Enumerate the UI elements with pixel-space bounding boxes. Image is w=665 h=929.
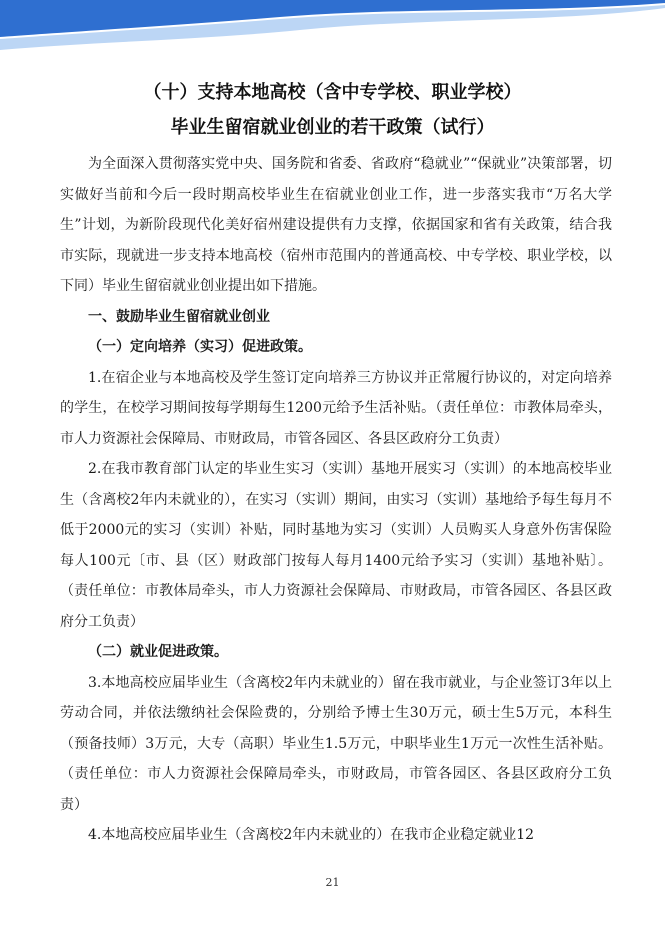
page-number: 21 <box>325 876 340 889</box>
clause-4: 4.本地高校应届毕业生（含离校2年内未就业的）在我市企业稳定就业12 <box>88 827 535 843</box>
subsection-heading-1: （一）定向培养（实习）促进政策。 <box>88 339 312 355</box>
document-title-line-1: （十）支持本地高校（含中专学校、职业学校） <box>143 82 522 103</box>
clause-1: 1.在宿企业与本地高校及学生签订定向培养三方协议并正常履行协议的，对定向培养的学生，在校学习期间按每学期每生1200元给予生活补贴。（责任单位：市教体局牵头，市人力资源社会保障局、市财政局，市管各园区、各县区政府分工负责） <box>60 369 612 447</box>
document-title-line-2: 毕业生留宿就业创业的若干政策（试行） <box>170 117 495 138</box>
subsection-heading-2: （二）就业促进政策。 <box>88 644 228 660</box>
clause-3: 3.本地高校应届毕业生（含离校2年内未就业的）留在我市就业，与企业签订3年以上劳动合同，并依法缴纳社会保险费的，分别给予博士生30万元，硕士生5万元，本科生（预备技师）3万元，大专（高职）毕业生1.5万元，中职毕业生1万元一次性生活补贴。（责任单位：市人力资源社会保障局牵头，市财政局，市管各园区、各县区政府分工负责） <box>60 674 612 813</box>
header-wave-decoration <box>0 0 665 70</box>
intro-paragraph: 为全面深入贯彻落实党中央、国务院和省委、省政府“稳就业”“保就业”决策部署，切实做好当前和今后一段时期高校毕业生在宿就业创业工作，进一步落实我市“万名大学生”计划，为新阶段现代化美好宿州建设提供有力支撑，依据国家和省有关政策，结合我市实际，现就进一步支持本地高校（宿州市范围内的普通高校、中专学校、职业学校，以下同）毕业生留宿就业创业提出如下措施。 <box>60 156 612 294</box>
document-body <box>60 149 612 851</box>
clause-2: 2.在我市教育部门认定的毕业生实习（实训）基地开展实习（实训）的本地高校毕业生（含离校2年内未就业的），在实习（实训）期间，由实习（实训）基地给予每生每月不低于2000元的实习（实训）补贴，同时基地为实习（实训）人员购买人身意外伤害保险每人100元〔市、县（区）财政部门按每人每月1400元给予实习（实训）基地补贴〕。（责任单位：市教体局牵头，市人力资源社会保障局、市财政局，市管各园区、各县区政府分工负责） <box>60 461 612 630</box>
section-heading-1: 一、鼓励毕业生留宿就业创业 <box>88 308 270 325</box>
